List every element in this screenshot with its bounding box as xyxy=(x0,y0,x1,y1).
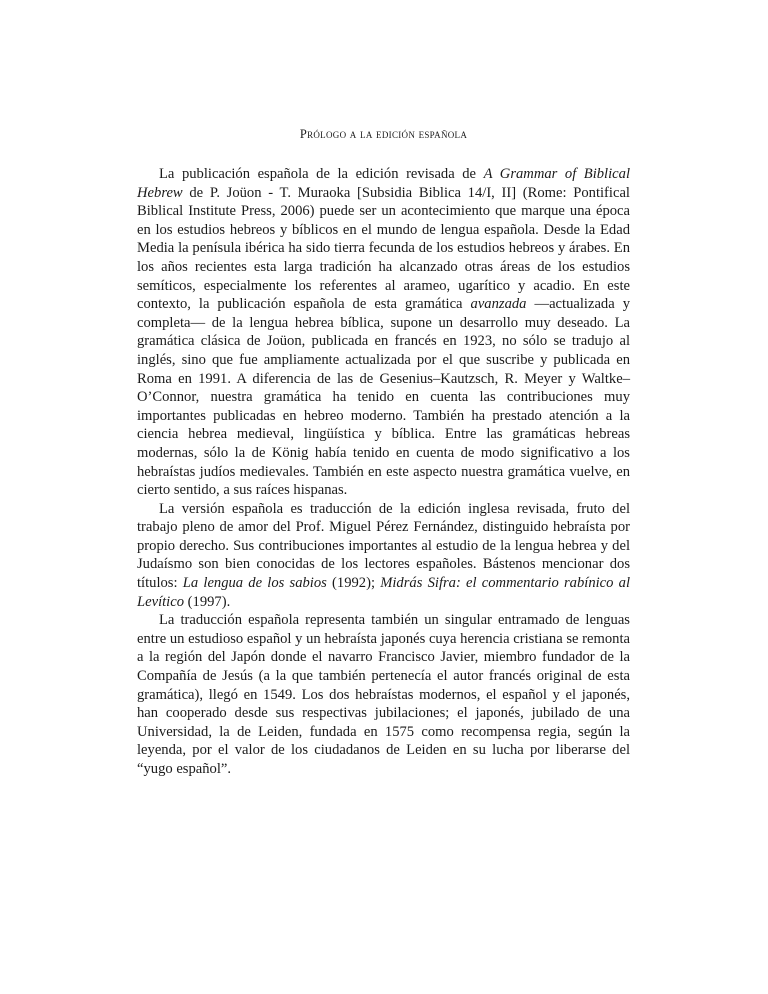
italic-run: A Grammar of Biblical Hebrew xyxy=(137,166,630,201)
page-title: Prólogo a la edición española xyxy=(299,127,468,141)
text-run: —actualizada y completa— de la lengua hebrea bíblica, supone un desarrollo muy deseado. La gramática clásica de Joüon, publicada en francés en 1923, no sólo se tradujo al inglés, sino que fue ampliamente actualizada por el que suscribe y publicada en Roma en 1991. A diferencia de las de Gesenius–Kautzsch, R. Meyer y Waltke–O’Connor, nuestra gramática ha tenido en cuenta las contribuciones muy importantes publicadas en hebreo moderno. También ha prestado atención a la ciencia hebrea medieval, lingüística y bíblica. Entre las gramáticas hebreas modernas, sólo la de König había tenido en cuenta de modo significativo a los hebraístas judíos medievales. También en este aspecto nuestra gramática vuelve, en cierto sentido, a sus raíces hispanas. xyxy=(137,296,630,499)
text-run: (1997). xyxy=(184,593,231,610)
paragraph-3 xyxy=(137,611,630,778)
italic-run: Midrás Sifra: el commentario rabínico al Levítico xyxy=(137,575,630,610)
text-run: (1992); xyxy=(326,575,381,592)
body-text xyxy=(137,165,630,779)
text-run: La traducción española representa también un singular entramado de lenguas entre un estudioso español y un hebraísta japonés cuya herencia cristiana se remonta a la región del Japón donde el navarro Francisco Javier, miembro fundador de la Compañía de Jesús (a la que también pertenecía el autor francés original de esta gramática), llegó en 1549. Los dos hebraístas modernos, el español y el japonés, han cooperado desde sus respectivas jubilaciones; el japonés, jubilado de una Universidad, la de Leiden, fundada en 1575 como recompensa regia, según la leyenda, por el valor de los ciudadanos de Leiden en su lucha por liberarse del “yugo español”. xyxy=(137,612,630,777)
paragraph-2 xyxy=(137,500,630,612)
italic-run: La lengua de los sabios xyxy=(182,575,327,592)
text-run: La versión española es traducción de la edición inglesa revisada, fruto del trabajo pleno de amor del Prof. Miguel Pérez Fernández, distinguido hebraísta por propio derecho. Sus contribuciones importantes al estudio de la lengua hebrea y del Judaísmo son bien conocidas de los lectores españoles. Bástenos mencionar dos títulos: xyxy=(137,500,630,592)
text-run: de P. Joüon - T. Muraoka [Subsidia Biblica 14/I, II] (Rome: Pontifical Biblical Institute Press, 2006) puede ser un acontecimiento que marque una época en los estudios hebreos y bíblicos en el mundo de lengua española. Desde la Edad Media la penísula ibérica ha sido tierra fecunda de los estudios hebreos y árabes. En los años recientes esta larga tradición ha alcanzado otras áreas de los estudios semíticos, especialmente los referentes al arameo, ugarítico y acadio. En este contexto, la publicación española de esta gramática xyxy=(137,184,630,313)
text-run: La publicación española de la edición revisada de xyxy=(159,166,484,182)
paragraph-1 xyxy=(137,165,630,500)
italic-run: avanzada xyxy=(470,296,527,313)
